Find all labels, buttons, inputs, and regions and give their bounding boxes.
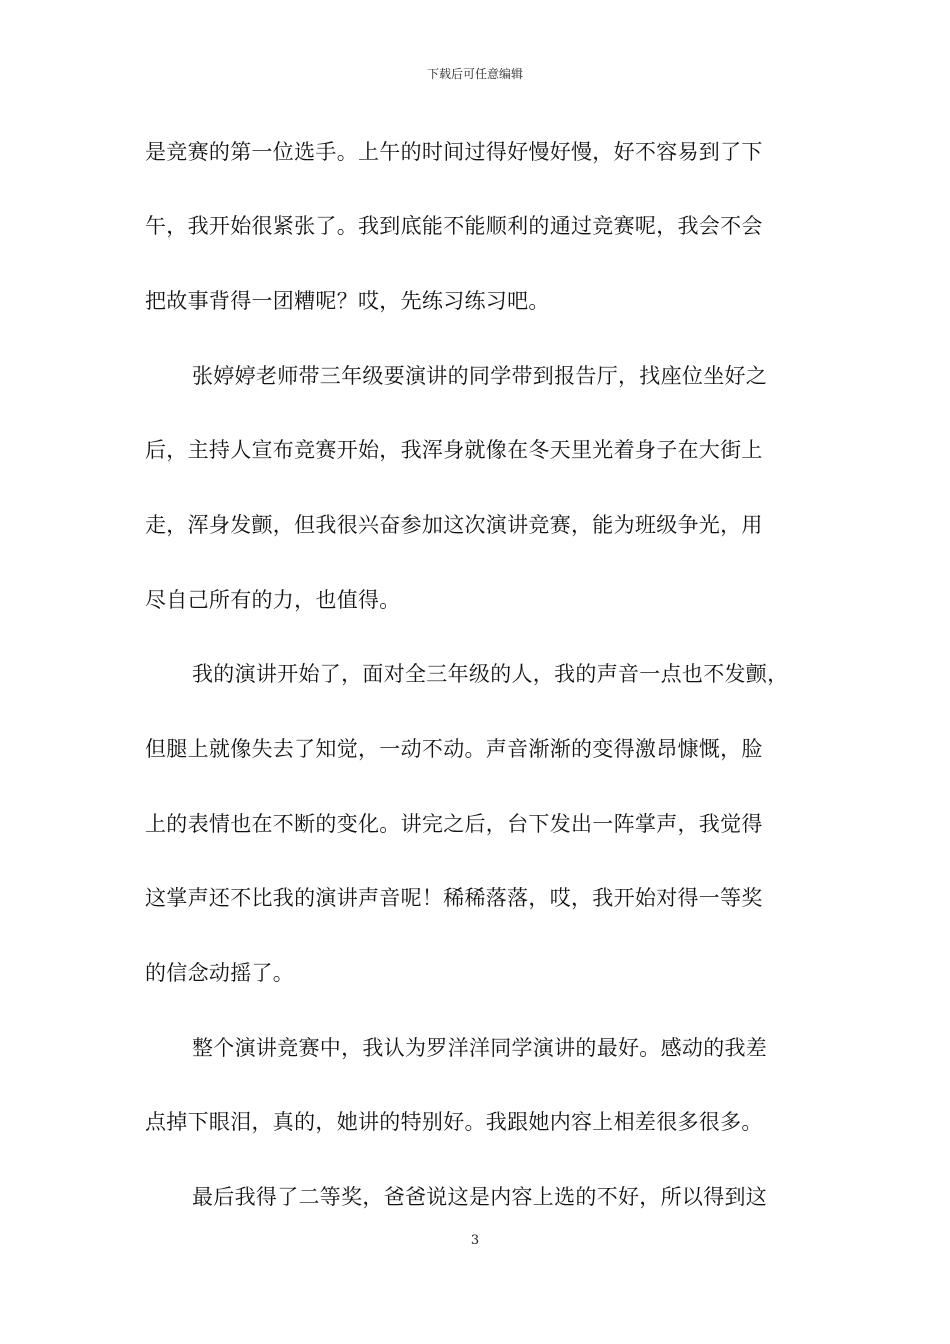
body-line: 午，我开始很紧张了。我到底能不能顺利的通过竞赛呢，我会不会 bbox=[145, 214, 763, 238]
page-number: 3 bbox=[470, 1233, 480, 1248]
body-line: 但腿上就像失去了知觉，一动不动。声音渐渐的变得激昂慷慨，脸 bbox=[145, 737, 763, 761]
body-line: 是竞赛的第一位选手。上午的时间过得好慢好慢，好不容易到了下 bbox=[145, 140, 763, 164]
body-line: 点掉下眼泪，真的，她讲的特别好。我跟她内容上相差很多很多。 bbox=[145, 1110, 763, 1134]
body-line: 张婷婷老师带三年级要演讲的同学带到报告厅，找座位坐好之 bbox=[192, 364, 768, 388]
body-line: 整个演讲竞赛中，我认为罗洋洋同学演讲的最好。感动的我差 bbox=[192, 1036, 768, 1060]
body-line: 走，浑身发颤，但我很兴奋参加这次演讲竞赛，能为班级争光，用 bbox=[145, 513, 763, 537]
body-line: 把故事背得一团糟呢？哎，先练习练习吧。 bbox=[145, 289, 550, 313]
body-line: 我的演讲开始了，面对全三年级的人，我的声音一点也不发颤， bbox=[192, 662, 789, 686]
body-line: 最后我得了二等奖，爸爸说这是内容上选的不好，所以得到这 bbox=[192, 1185, 768, 1209]
body-line: 后，主持人宣布竞赛开始，我浑身就像在冬天里光着身子在大街上 bbox=[145, 438, 763, 462]
body-line: 上的表情也在不断的变化。讲完之后，台下发出一阵掌声，我觉得 bbox=[145, 812, 763, 836]
body-line: 的信念动摇了。 bbox=[145, 961, 295, 985]
page-header: 下载后可任意编辑 bbox=[426, 67, 523, 81]
body-line: 这掌声还不比我的演讲声音呢！稀稀落落，哎，我开始对得一等奖 bbox=[145, 886, 763, 910]
body-line: 尽自己所有的力，也值得。 bbox=[145, 588, 401, 612]
